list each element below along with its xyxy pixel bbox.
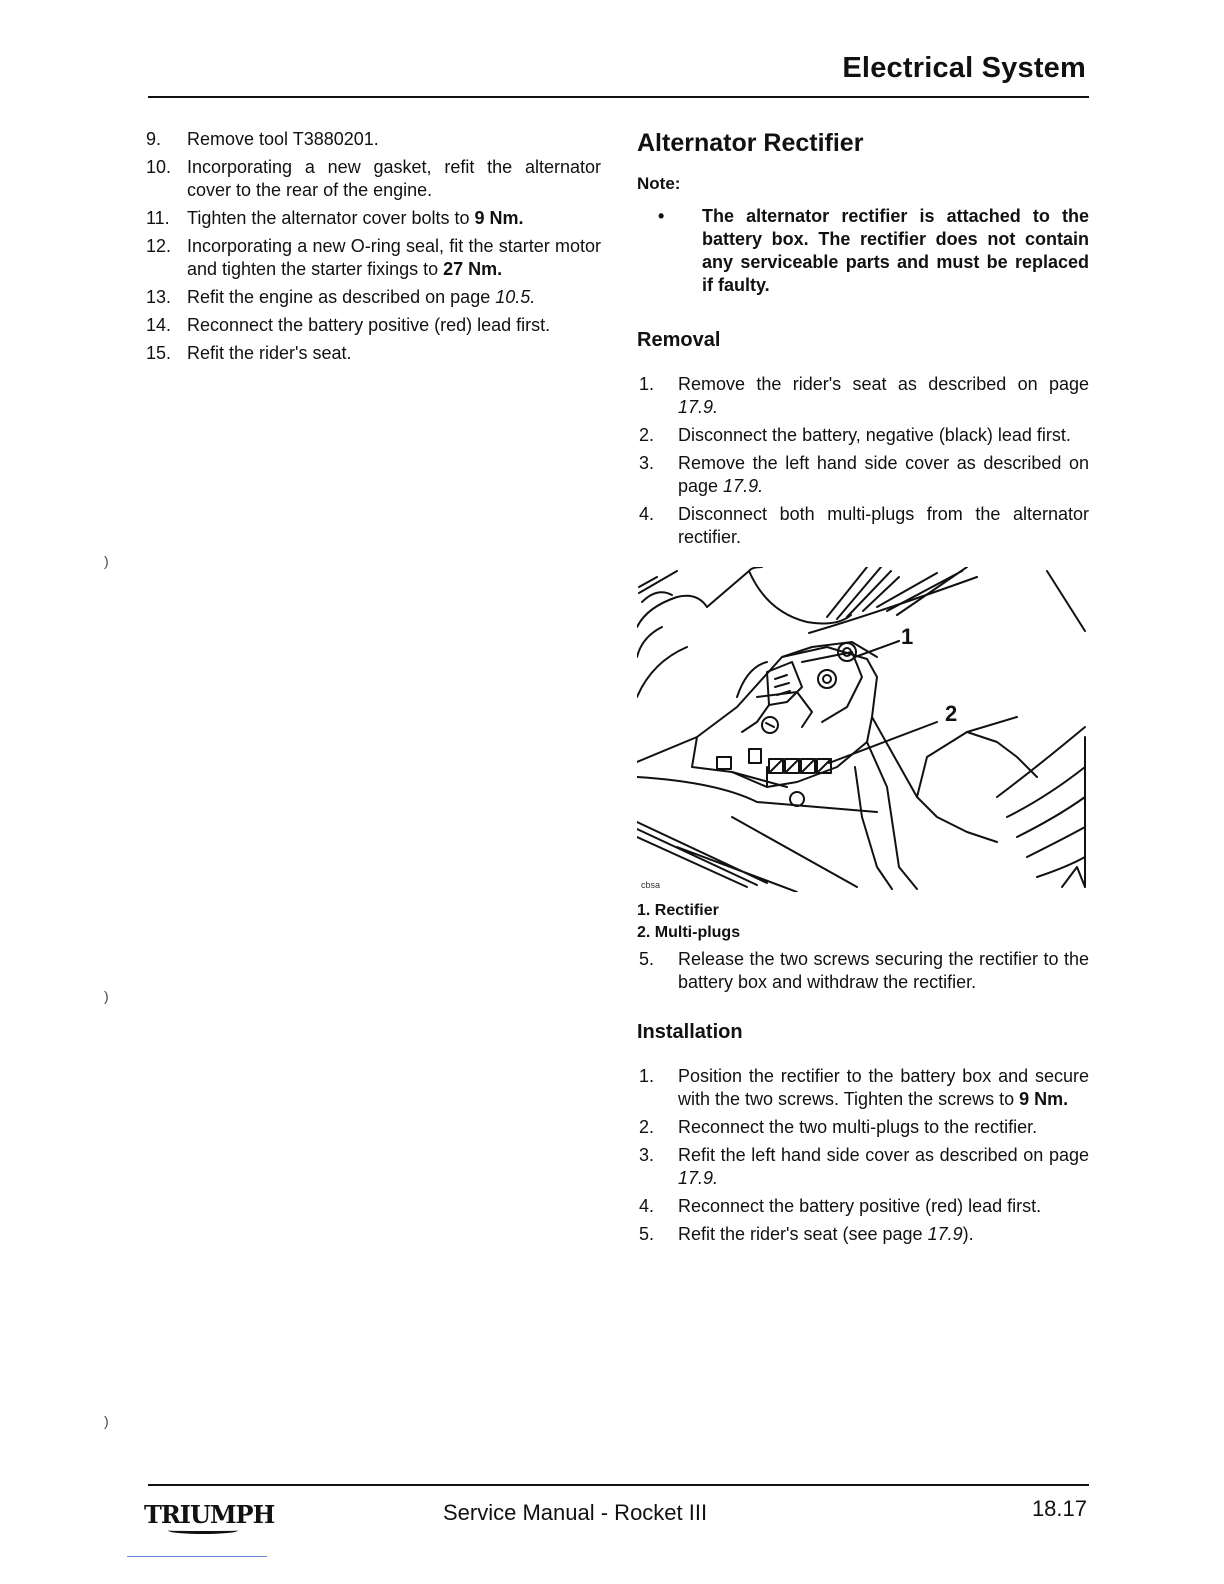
step-text: Remove the left hand side cover as described on page: [678, 453, 1089, 496]
step-item: [637, 452, 1089, 498]
step-item: [146, 156, 601, 202]
step-text: Remove tool T3880201.: [187, 129, 379, 149]
callout-2: 2: [945, 701, 958, 726]
step-value: 27 Nm.: [443, 259, 503, 279]
note-label: Note:: [637, 174, 681, 193]
removal-steps-continued: [637, 948, 1089, 994]
step-item: [146, 286, 601, 309]
figure-code: cbsa: [641, 880, 661, 890]
step-item: [637, 373, 1089, 419]
step-text: Release the two screws securing the rectifier to the battery box and withdraw the rectifier.: [678, 949, 1089, 992]
page-header-title: Electrical System: [842, 52, 1086, 84]
step-text-after: ).: [962, 1224, 974, 1244]
step-text: Reconnect the battery positive (red) lead first.: [678, 1196, 1042, 1216]
step-value: 9 Nm.: [1019, 1089, 1069, 1109]
removal-title: Removal: [637, 329, 721, 351]
step-item: [146, 128, 601, 151]
step-text: Incorporating a new O-ring seal, fit the starter motor and tighten the starter fixings to: [187, 236, 601, 279]
logo-swoosh: [168, 1527, 238, 1534]
step-number: 9.: [146, 129, 162, 149]
step-page-ref: 17.9: [927, 1224, 963, 1244]
installation-title: Installation: [637, 1021, 743, 1043]
step-item: [637, 1195, 1089, 1218]
page-number: 18.17: [1031, 1496, 1087, 1521]
step-item: [146, 314, 601, 337]
margin-mark-2: ): [104, 988, 109, 1004]
step-number: 2.: [639, 1117, 655, 1137]
step-item: [637, 1065, 1089, 1111]
step-item: [146, 207, 601, 230]
step-number: 4.: [639, 504, 655, 524]
step-text: Refit the left hand side cover as described on page: [678, 1145, 1089, 1165]
callout-1: 1: [901, 624, 914, 649]
step-number: 4.: [639, 1196, 655, 1216]
rectifier-illustration: [637, 567, 1089, 892]
step-number: 3.: [639, 1145, 655, 1165]
step-item: [637, 1144, 1089, 1190]
step-text: Position the rectifier to the battery box and secure with the two screws. Tighten the screws to: [678, 1066, 1089, 1109]
figure-captions: [637, 900, 1089, 944]
step-text: Incorporating a new gasket, refit the alternator cover to the rear of the engine.: [187, 157, 601, 200]
step-number: 5.: [639, 1224, 655, 1244]
note-text: [637, 205, 1089, 297]
step-item: [637, 424, 1089, 447]
step-number: 2.: [639, 425, 655, 445]
step-text: Reconnect the battery positive (red) lead first.: [187, 315, 551, 335]
step-number: 3.: [639, 453, 655, 473]
caption-rectifier: 1. Rectifier: [637, 902, 719, 919]
step-number: 1.: [639, 1066, 655, 1086]
step-value: 9 Nm.: [474, 208, 524, 228]
footer-link-underline: [127, 1556, 267, 1557]
installation-steps-list: [637, 1065, 1089, 1246]
step-item: [637, 503, 1089, 549]
note-body-text: The alternator rectifier is attached to the battery box. The rectifier does not contain any serviceable parts and must be replaced if faulty.: [702, 206, 1089, 295]
caption-multi-plugs: 2. Multi-plugs: [637, 924, 741, 941]
step-page-ref: 10.5.: [495, 287, 536, 307]
step-number: 15.: [146, 343, 172, 363]
step-text: Remove the rider's seat as described on page: [678, 374, 1089, 394]
step-page-ref: 17.9.: [678, 1168, 719, 1188]
left-column: [146, 128, 601, 370]
step-number: 14.: [146, 315, 172, 335]
step-number: 10.: [146, 157, 172, 177]
step-text: Tighten the alternator cover bolts to: [187, 208, 475, 228]
footer-rule: [148, 1484, 1089, 1486]
right-column: [637, 128, 1089, 1251]
margin-mark-3: ): [104, 1413, 109, 1429]
triumph-logo: TRIUMPH: [144, 1500, 275, 1529]
step-number: 5.: [639, 949, 655, 969]
step-text: Refit the rider's seat (see page: [678, 1224, 928, 1244]
step-text: Refit the engine as described on page: [187, 287, 496, 307]
step-text: Refit the rider's seat.: [187, 343, 352, 363]
note-bullet: •: [658, 206, 665, 226]
margin-mark-1: ): [104, 553, 109, 569]
step-page-ref: 17.9.: [678, 397, 719, 417]
step-text: Disconnect both multi-plugs from the alternator rectifier.: [678, 504, 1089, 547]
header-rule: [148, 96, 1089, 98]
step-text: Disconnect the battery, negative (black) lead first.: [678, 425, 1071, 445]
footer-manual-title: Service Manual - Rocket III: [443, 1500, 708, 1525]
step-item: [637, 1116, 1089, 1139]
step-number: 1.: [639, 374, 655, 394]
step-number: 12.: [146, 236, 172, 256]
step-number: 13.: [146, 287, 172, 307]
removal-steps-list: [637, 373, 1089, 549]
step-item: [146, 235, 601, 281]
step-item: [146, 342, 601, 365]
step-item: [637, 948, 1089, 994]
continued-steps-list: [146, 128, 601, 365]
step-text: Reconnect the two multi-plugs to the rectifier.: [678, 1117, 1038, 1137]
step-page-ref: 17.9.: [723, 476, 764, 496]
rectifier-drawing: [637, 567, 1089, 892]
section-title: Alternator Rectifier: [637, 129, 864, 157]
step-item: [637, 1223, 1089, 1246]
step-number: 11.: [146, 208, 170, 228]
